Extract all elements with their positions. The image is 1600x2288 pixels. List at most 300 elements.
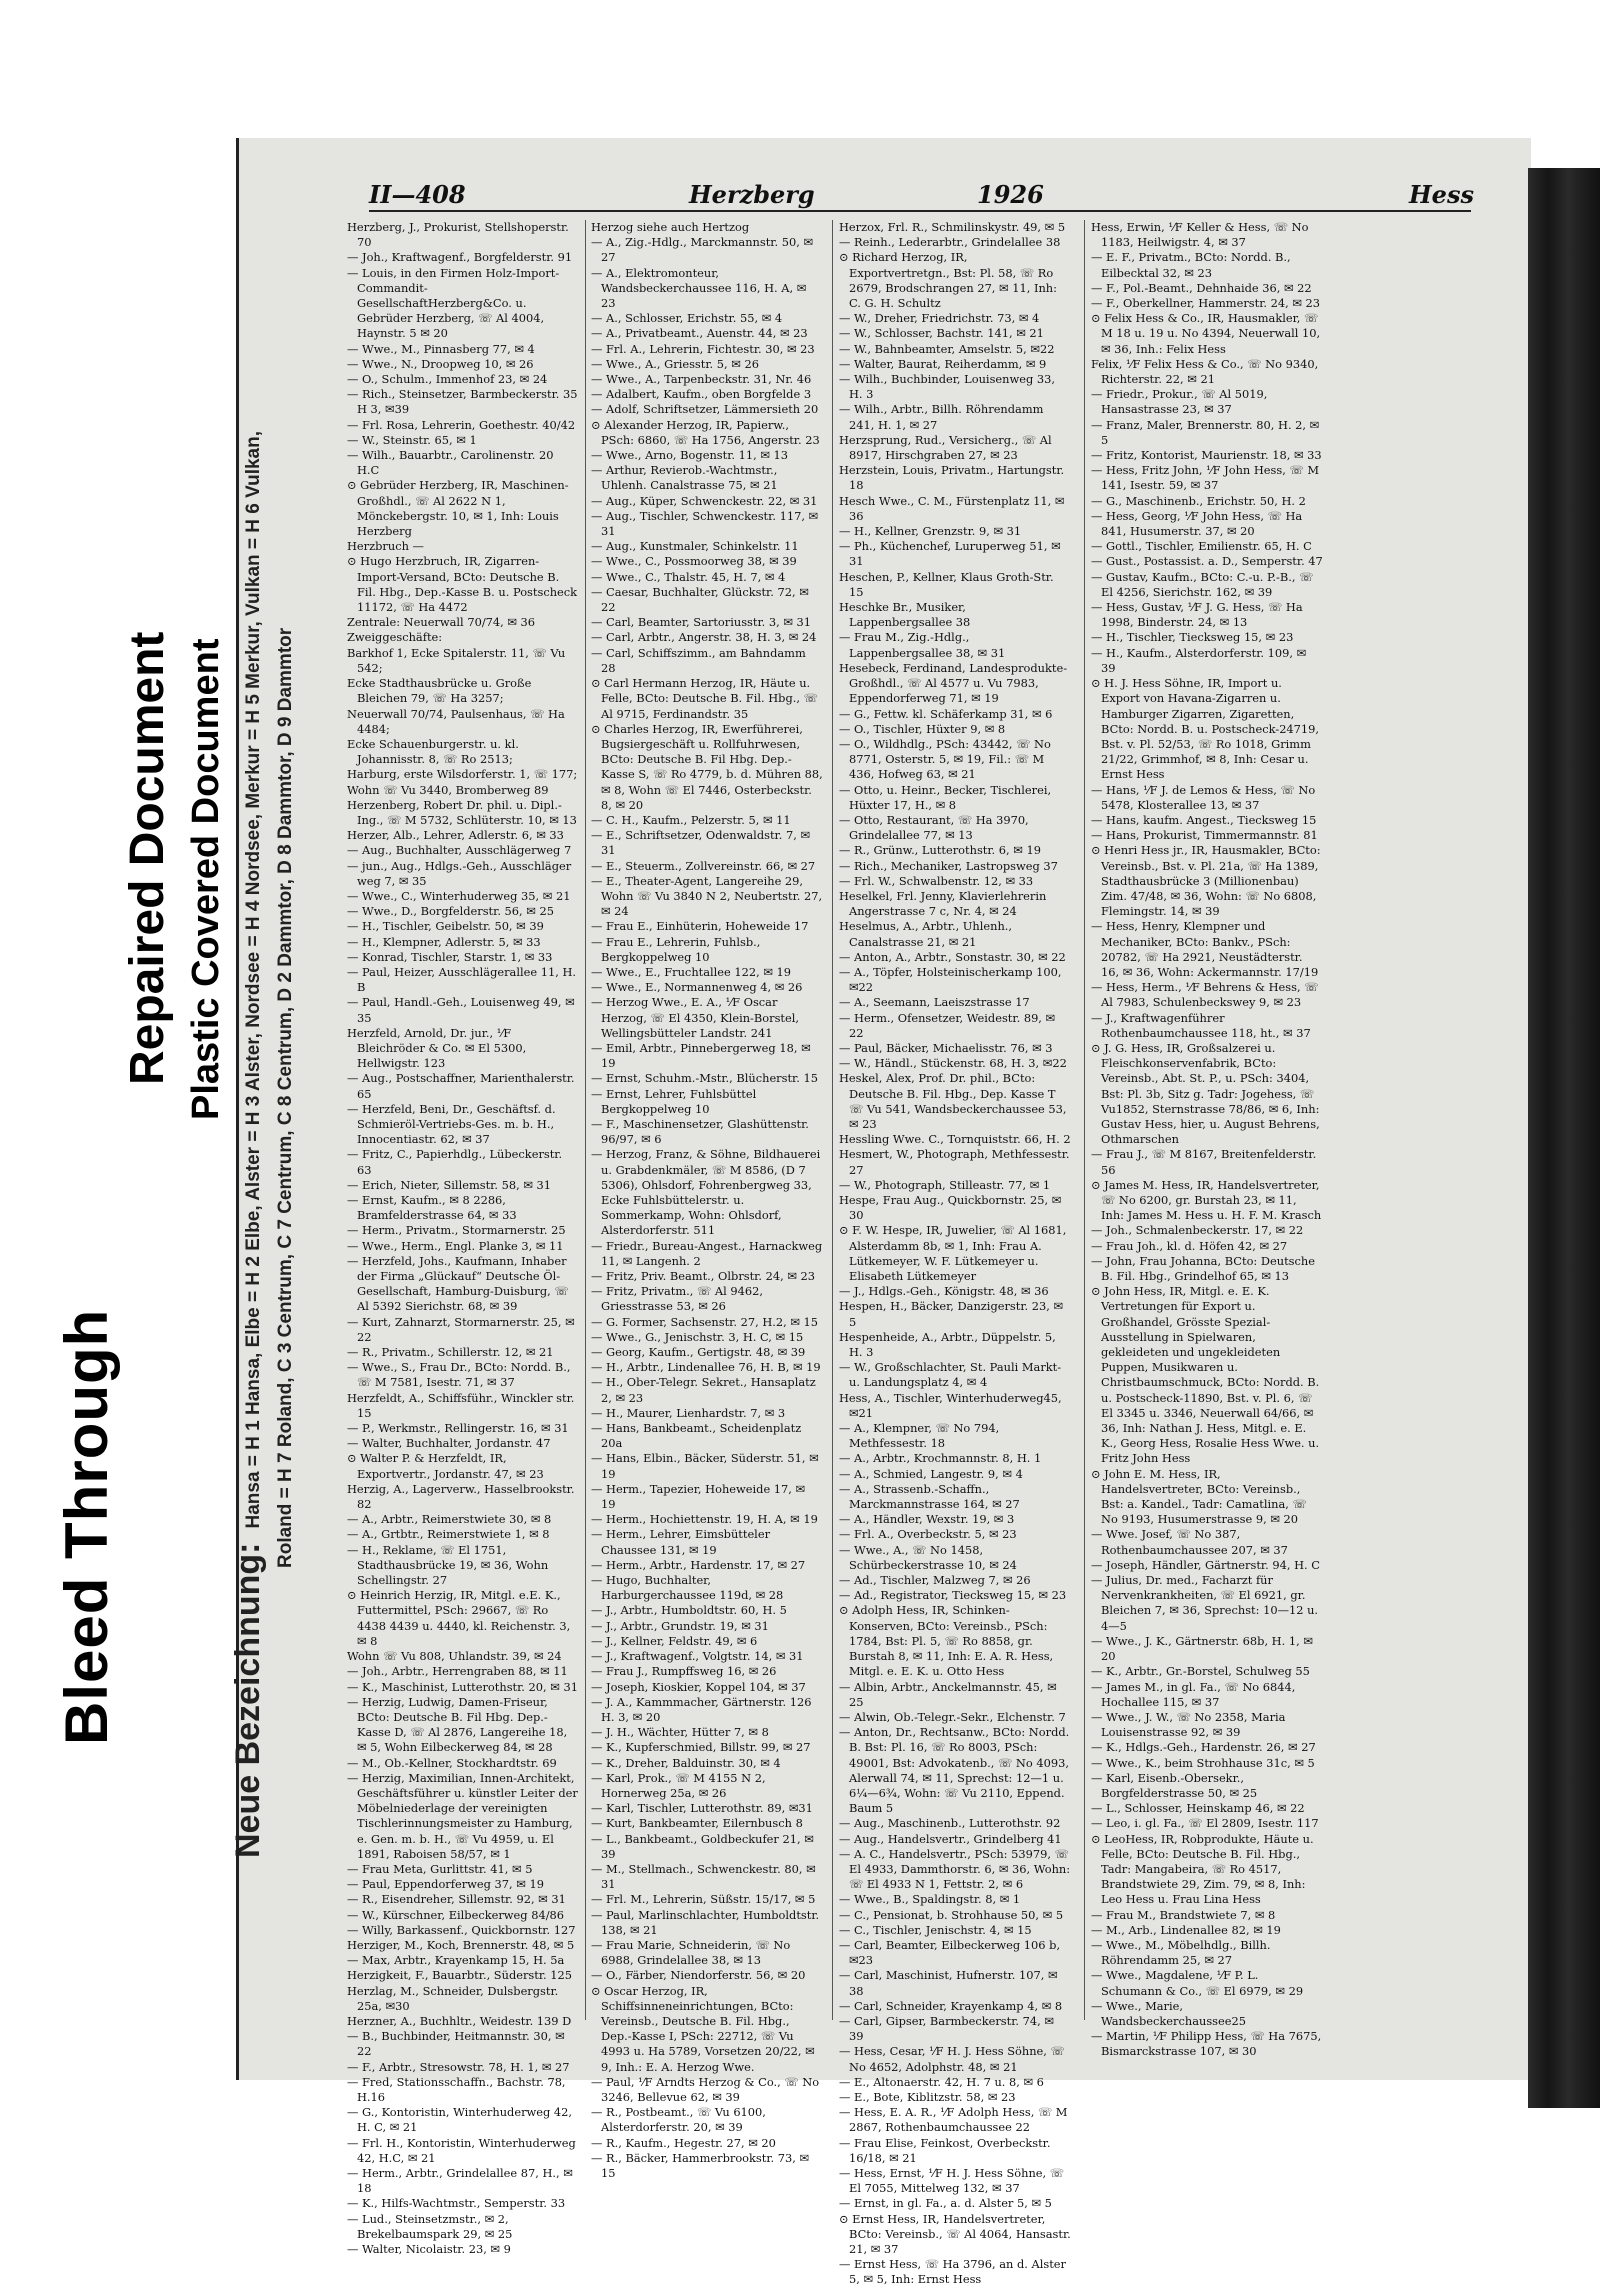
directory-entry: — Hess, Fritz John, ⅟F John Hess, ☏ M 141, Isestr. 59, ✉ 37 xyxy=(1091,463,1319,493)
directory-entry: ⊙ Hugo Herzbruch, IR, Zigarren-Import-Versand, BCto: Deutsche B. Fil. Hbg., Dep.-Kasse B. u. Postscheck 11172, ☏ Ha 4472 xyxy=(347,554,578,615)
directory-entry: — O., Tischler, Hüxter 9, ✉ 8 xyxy=(839,721,1006,736)
directory-entry: — Frau E., Lehrerin, Fuhlsb., Bergkoppelweg 10 xyxy=(591,934,761,964)
directory-entry: Neuerwall 70/74, Paulsenhaus, ☏ Ha 4484; xyxy=(347,706,565,736)
directory-entry: — Wwe., J. K., Gärtnerstr. 68b, H. 1, ✉ 20 xyxy=(1091,1633,1313,1664)
directory-entry: — Ernst, Lehrer, Fuhlsbüttel Bergkoppelweg 10 xyxy=(591,1086,757,1116)
directory-entry: — J. H., Wächter, Hütter 7, ✉ 8 xyxy=(591,1725,769,1740)
directory-entry: — Frau Elise, Feinkost, Overbeckstr. 16/18, ✉ 21 xyxy=(839,2135,1051,2165)
directory-entry: — Aug., Tischler, Schwenckestr. 117, ✉31 xyxy=(591,508,819,539)
directory-entry: ⊙ Gebrüder Herzberg, IR, Maschinen-Großhdl., ☏ Al 2622 N 1, Mönckebergstr. 10, ✉ 1, Inh: Louis Herzberg xyxy=(347,478,569,539)
directory-entry: — Hess, Herm., ⅟F Behrens & Hess, ☏ Al 7983, Schulenbeckswey 9, ✉ 23 xyxy=(1091,980,1319,1010)
directory-entry: — Herm., Arbtr., Hardenstr. 17, ✉ 27 xyxy=(591,1557,806,1572)
directory-entry: — Ph., Küchenchef, Luruperweg 51, ✉31 xyxy=(839,539,1061,569)
directory-entry: — Hans, Prokurist, Timmermannstr. 81 xyxy=(1091,828,1318,843)
directory-entry: — L., Schlosser, Heinskamp 46, ✉ 22 xyxy=(1091,1801,1305,1816)
directory-entry: — Karl, Tischler, Lutterothstr. 89, ✉31 xyxy=(591,1801,813,1816)
directory-entry: — Walter, Buchhalter, Jordanstr. 47 xyxy=(347,1436,551,1451)
directory-entry: — J., Kraftwagenführer Rothenbaumchaussee 118, ht., ✉ 37 xyxy=(1091,1010,1311,1040)
directory-entry: — Wwe., C., Thalstr. 45, H. 7, ✉ 4 xyxy=(591,569,786,584)
directory-entry: — K., Arbtr., Gr.-Borstel, Schulweg 55 xyxy=(1091,1664,1310,1679)
directory-entry: — J., Hdlgs.-Geh., Königstr. 48, ✉ 36 xyxy=(839,1284,1049,1299)
directory-entry: ⊙ Henri Hess jr., IR, Hausmakler, BCto: Vereinsb., Bst. v. Pl. 21a, ☏ Ha 1389, Stadthausbrücke 3 (Millionenbau) Zim. 47/48, ✉ 36, Wohn: ☏ No 6808, Flemingstr. 14, ✉ 39 xyxy=(1091,843,1321,919)
directory-entry: — Hans, ⅟F J. de Lemos & Hess, ☏ No 5478, Klosterallee 13, ✉ 37 xyxy=(1091,782,1316,812)
directory-entry: Hess, Erwin, ⅟F Keller & Hess, ☏ No 1183, Heilwigstr. 4, ✉ 37 xyxy=(1091,220,1309,250)
directory-entry: Herzigkeit, F., Bauarbtr., Süderstr. 125 xyxy=(347,1968,573,1983)
header-right-word: Hess xyxy=(1409,180,1474,209)
directory-entry: — Joh., Kraftwagenf., Borgfelderstr. 91 xyxy=(347,250,573,265)
directory-entry: Hessling Wwe. C., Tornquiststr. 66, H. 2 xyxy=(839,1132,1071,1147)
directory-entry: — Frl. H., Kontoristin, Winterhuderweg 42, H.C, ✉ 21 xyxy=(347,2135,576,2165)
directory-entry: — J., Arbtr., Grundstr. 19, ✉ 31 xyxy=(591,1618,769,1633)
legend-line-1: Hansa = H 1 Hansa, Elbe = H 2 Elbe, Alster = H 3 Alster, Nordsee = H 4 Nordsee, Merkur = H 5 Merkur, Vulkan = H 6 Vulkan, xyxy=(243,430,264,1529)
directory-entry: — R., Postbeamt., ☏ Vu 6100, Alsterdorferstr. 20, ✉ 39 xyxy=(591,2105,766,2135)
directory-entry: — Wwe. Josef, ☏ No 387, Rothenbaumchaussee 207, ✉ 37 xyxy=(1091,1527,1288,1557)
directory-entry: — Herm., Hochiettenstr. 19, H. A, ✉ 19 xyxy=(591,1512,818,1527)
telephone-exchange-legend xyxy=(229,430,302,1858)
directory-entry: — Wwe., G., Jenischstr. 3, H. C, ✉ 15 xyxy=(591,1329,804,1344)
page-header xyxy=(369,180,1474,212)
directory-entry: — Herzfeld, Beni, Dr., Geschäftsf. d. Schmieröl-Vertriebs-Ges. m. b. H., Innocentiastr. 62, ✉ 37 xyxy=(347,1101,556,1147)
directory-entry: — Carl, Schiffszimm., am Bahndamm 28 xyxy=(591,645,806,675)
header-year: 1926 xyxy=(977,180,1044,209)
directory-entry: — Herzfeld, Johs., Kaufmann, Inhaber der Firma „Glückauf“ Deutsche Öl-Gesellschaft, Hamburg-Duisburg, ☏ Al 5392 Sierichstr. 68, ✉ 39 xyxy=(347,1253,569,1314)
directory-entry: — Wwe., A., Griesstr. 5, ✉ 26 xyxy=(591,356,759,371)
directory-entry: — Kurt, Zahnarzt, Stormarnerstr. 25, ✉ 22 xyxy=(347,1314,575,1344)
directory-entry: — Frau M., Zig.-Hdlg., Lappenbergsallee 38, ✉ 31 xyxy=(839,630,1006,660)
directory-entry: — L., Bankbeamt., Goldbeckufer 21, ✉ 39 xyxy=(591,1831,814,1861)
directory-entry: — Hess, Ernst, ⅟F H. J. Hess Söhne, ☏ El 7055, Mittelweg 132, ✉ 37 xyxy=(839,2166,1065,2196)
directory-entry: — Anton, Dr., Rechtsanw., BCto: Nordd. B. Bst: Pl. 16, ☏ Ro 8003, PSch: 49001, Bst: Advokatenb., ☏ No 4093, Alerwall 74, ✉ 11, Sprechst: 12—1 u. 6¼—6¾, Wohn: ☏ Vu 2110, Eppend. Baum 5 xyxy=(839,1725,1070,1816)
directory-entry: — Paul, Bäcker, Michaelisstr. 76, ✉ 3 xyxy=(839,1040,1053,1055)
directory-entry: — Herzog, Franz, & Söhne, Bildhauerei u. Grabdenkmäler, ☏ M 8586, (D 7 5306), Ohlsdorf, Fohrenbergweg 33, Ecke Fuhlsbüttelerstr. u. Sommerkamp, Wohn: Ohlsdorf, Alsterdorferstr. 511 xyxy=(591,1147,821,1238)
directory-entry: — Carl, Gipser, Barmbeckerstr. 74, ✉ 39 xyxy=(839,2013,1054,2044)
directory-entry: — F., Oberkellner, Hammerstr. 24, ✉ 23 xyxy=(1091,296,1321,311)
directory-entry: — W., Steinstr. 65, ✉ 1 xyxy=(347,432,477,447)
directory-entry: — Otto, u. Heinr., Becker, Tischlerei, Hüxter 17, H., ✉ 8 xyxy=(839,782,1052,812)
directory-column-3 xyxy=(839,220,1071,2287)
directory-entry: Ecke Schauenburgerstr. u. kl. Johannisstr. 8, ☏ Ro 2513; xyxy=(347,736,519,767)
directory-entry: ⊙ Carl Hermann Herzog, IR, Häute u. Felle, BCto: Deutsche B. Fil. Hbg., ☏ Al 9715, Ferdinandstr. 35 xyxy=(591,676,818,721)
directory-entry: ⊙ LeoHess, IR, Robprodukte, Häute u. Felle, BCto: Deutsche B. Fil. Hbg., Tadr: Mangabeira, ☏ Ro 4517, Brandstwiete 29, Zim. 79, ✉ 8, Inh: Leo Hess u. Frau Lina Hess xyxy=(1091,1831,1314,1907)
directory-entry: — Wilh., Bauarbtr., Carolinenstr. 20 H.C xyxy=(347,448,554,478)
directory-entry: — O., Färber, Niendorferstr. 56, ✉ 20 xyxy=(591,1968,806,1983)
directory-entry: ⊙ Adolph Hess, IR, Schinken-Konserven, BCto: Vereinsb., PSch: 1784, Bst: Pl. 5, ☏ Ro 8858, gr. Burstah 8, ✉ 11, Inh: E. A. R. Hess, Mitgl. e. E. K. u. Otto Hess xyxy=(839,1603,1054,1679)
directory-entry: — Fritz, Priv. Beamt., Olbrstr. 24, ✉ 23 xyxy=(591,1269,816,1284)
directory-entry: — C., Pensionat, b. Strohhause 50, ✉ 5 xyxy=(839,1907,1064,1922)
directory-entry: — Friedr., Bureau-Angest., Harnackweg 11, ✉ Langenh. 2 xyxy=(591,1238,823,1268)
directory-entry: — A., Strassenb.-Schaffn., Marckmannstrasse 164, ✉ 27 xyxy=(839,1481,1020,1512)
directory-entry: — Wilh., Arbtr., Billh. Röhrendamm 241, H. 1, ✉ 27 xyxy=(839,402,1044,432)
directory-entry: — Wwe., E., Fruchtallee 122, ✉ 19 xyxy=(591,964,792,979)
directory-entry: — A., Arbtr., Krochmannstr. 8, H. 1 xyxy=(839,1451,1042,1466)
directory-entry: — Frl. Rosa, Lehrerin, Goethestr. 40/42 xyxy=(347,417,576,432)
directory-entry: — Ernst, Schuhm.-Mstr., Blücherstr. 15 xyxy=(591,1071,818,1086)
directory-entry: — Frl. A., Lehrerin, Fichtestr. 30, ✉ 23 xyxy=(591,341,815,356)
directory-column-4 xyxy=(1091,220,1323,2059)
directory-entry: Heselkel, Frl. Jenny, Klavierlehrerin Angerstrasse 7 c, Nr. 4, ✉ 24 xyxy=(839,888,1047,919)
directory-entry: — Wwe., A., Tarpenbeckstr. 31, Nr. 46 xyxy=(591,372,812,387)
directory-entry: — Frau J., ☏ M 8167, Breitenfelderstr. 56 xyxy=(1091,1147,1317,1177)
directory-entry: — K., Kupferschmied, Billstr. 99, ✉ 27 xyxy=(591,1740,811,1755)
directory-entry: Hess, A., Tischler, Winterhuderweg45, ✉21 xyxy=(839,1390,1062,1420)
directory-entry: Barkhof 1, Ecke Spitalerstr. 11, ☏ Vu 542; xyxy=(347,645,566,675)
page-number: II—408 xyxy=(369,180,466,209)
directory-entry: — H., Klempner, Adlerstr. 5, ✉ 33 xyxy=(347,934,541,949)
directory-entry: ⊙ Ernst Hess, IR, Handelsvertreter, BCto: Vereinsb., ☏ Al 4064, Hansastr. 21, ✉ 37 xyxy=(839,2211,1071,2257)
column-divider xyxy=(832,220,833,2020)
directory-entry: ⊙ Oscar Herzog, IR, Schiffsinneneinrichtungen, BCto: Vereinsb., Deutsche B. Fil. Hbg., Dep.-Kasse I, PSch: 22712, ☏ Vu 4993 u. Ha 5789, Vorsetzen 20/22, ✉ 9, Inh.: E. A. Herzog Wwe. xyxy=(591,1983,815,2074)
directory-entry: Hespen, H., Bäcker, Danzigerstr. 23, ✉ 5 xyxy=(839,1299,1064,1329)
directory-entry: ⊙ Charles Herzog, IR, Ewerführerei, Bugsiergeschäft u. Rollfuhrwesen, BCto: Deutsche B. Fil Hbg. Dep.-Kasse S, ☏ Ro 4779, b. d. Mühren 88, ✉ 8, Wohn ☏ El 7446, Osterbeckstr. 8, ✉ 20 xyxy=(591,721,823,812)
directory-entry: ⊙ Walter P. & Herzfeldt, IR, Exportvertr., Jordanstr. 47, ✉ 23 xyxy=(347,1451,544,1481)
directory-entry: — Fritz, Kontorist, Maurienstr. 18, ✉ 33 xyxy=(1091,448,1322,463)
directory-entry: — Wwe., C., Possmoorweg 38, ✉ 39 xyxy=(591,554,797,569)
directory-entry: Zweiggeschäfte: xyxy=(347,630,443,645)
directory-entry: — A., Schmied, Langestr. 9, ✉ 4 xyxy=(839,1466,1023,1481)
directory-entry: — Arthur, Revierob.-Wachtmstr., Uhlenh. Canalstrasse 75, ✉ 21 xyxy=(591,463,778,493)
legend-line-2: Roland = H 7 Roland, C 3 Centrum, C 7 Centrum, C 8 Centrum, D 2 Dammtor, D 8 Dammtor, D 9 Dammtor xyxy=(275,627,296,1568)
directory-entry: — Aug., Postschaffner, Marienthalerstr. 65 xyxy=(347,1071,575,1101)
directory-entry: — Otto, Restaurant, ☏ Ha 3970, Grindelallee 77, ✉ 13 xyxy=(839,812,1029,843)
directory-entry: — G., Kontoristin, Winterhuderweg 42, H. C, ✉ 21 xyxy=(347,2105,573,2135)
directory-entry: — P., Werkmstr., Rellingerstr. 16, ✉ 31 xyxy=(347,1421,569,1436)
directory-entry: — Adolf, Schriftsetzer, Lämmersieth 20 xyxy=(591,402,819,417)
directory-entry: — R., Grünw., Lutterothstr. 6, ✉ 19 xyxy=(839,843,1041,858)
directory-entry: — Kurt, Bankbeamter, Eilernbusch 8 xyxy=(591,1816,803,1831)
directory-entry: — Carl, Arbtr., Angerstr. 38, H. 3, ✉ 24 xyxy=(591,630,817,645)
directory-entry: — F., Pol.-Beamt., Dehnhaide 36, ✉ 22 xyxy=(1091,280,1312,295)
directory-entry: — Gust., Postassist. a. D., Semperstr. 47 xyxy=(1091,554,1323,569)
directory-entry: — Leo, i. gl. Fa., ☏ El 2809, Isestr. 117 xyxy=(1091,1816,1319,1831)
plastic-covered-annotation: Plastic Covered Document xyxy=(185,638,227,1120)
directory-entry: ⊙ H. J. Hess Söhne, IR, Import u. Export von Havana-Zigarren u. Hamburger Zigarren, Zigaretten, BCto: Nordd. B. u. Postscheck-24719, Bst. v. Pl. 52/53, ☏ Ro 1018, Grimm 21/22, Grimmhof, ✉ 8, Inh: Cesar u. Ernst Hess xyxy=(1091,676,1320,782)
directory-entry: — A., Grtbtr., Reimerstwiete 1, ✉ 8 xyxy=(347,1527,550,1542)
directory-entry: — Hess, E. A. R., ⅟F Adolph Hess, ☏ M 2867, Rothenbaumchaussee 22 xyxy=(839,2105,1068,2135)
directory-entry: — Hess, Gustav, ⅟F J. G. Hess, ☏ Ha 1998, Binderstr. 24, ✉ 13 xyxy=(1091,600,1303,630)
directory-entry: — Friedr., Prokur., ☏ Al 5019, Hansastrasse 23, ✉ 37 xyxy=(1091,387,1268,417)
directory-entry: — Konrad, Tischler, Starstr. 1, ✉ 33 xyxy=(347,949,553,964)
directory-entry: — Fritz, Privatm., ☏ Al 9462, Griesstrasse 53, ✉ 26 xyxy=(591,1284,764,1314)
directory-entry: — G., Maschinenb., Erichstr. 50, H. 2 xyxy=(1091,493,1306,508)
directory-entry: — Hess, Henry, Klempner und Mechaniker, BCto: Bankv., PSch: 20782, ☏ Ha 2921, Neustädterstr. 16, ✉ 36, Wohn: Ackermannstr. 17/19 xyxy=(1091,919,1319,979)
directory-entry: — W., Bahnbeamter, Amselstr. 5, ✉22 xyxy=(839,341,1055,356)
directory-entry: — Frau M., Brandstwiete 7, ✉ 8 xyxy=(1091,1907,1276,1922)
directory-entry: — Herm., Ofensetzer, Weidestr. 89, ✉ 22 xyxy=(839,1010,1056,1040)
directory-entry: — A., Seemann, Laeiszstrasse 17 xyxy=(839,995,1030,1010)
directory-entry: — H., Kaufm., Alsterdorferstr. 109, ✉ 39 xyxy=(1091,645,1307,675)
directory-entry: — Frl. M., Lehrerin, Süßstr. 15/17, ✉ 5 xyxy=(591,1892,816,1907)
directory-entry: Heschen, P., Kellner, Klaus Groth-Str. 15 xyxy=(839,569,1054,599)
directory-entry: Hespenheide, A., Arbtr., Düppelstr. 5, H. 3 xyxy=(839,1329,1056,1360)
directory-entry: — K., Dreher, Balduinstr. 30, ✉ 4 xyxy=(591,1755,781,1770)
directory-entry: — Wwe., K., beim Strohhause 31c, ✉ 5 xyxy=(1091,1755,1315,1770)
directory-entry: — James M., in gl. Fa., ☏ No 6844, Hochallee 115, ✉ 37 xyxy=(1091,1679,1296,1709)
directory-entry: — K., Maschinist, Lutterothstr. 20, ✉ 31 xyxy=(347,1679,578,1694)
directory-entry: — Walter, Baurat, Reiherdamm, ✉ 9 xyxy=(839,356,1047,371)
scan-dark-edge xyxy=(1528,168,1600,2108)
directory-entry: — G., Fettw. kl. Schäferkamp 31, ✉ 6 xyxy=(839,706,1053,721)
directory-entry: Wohn ☏ Vu 808, Uhlandstr. 39, ✉ 24 xyxy=(347,1649,562,1664)
directory-entry: — Paul, Heizer, Ausschlägerallee 11, H. B xyxy=(347,964,577,995)
header-left-word: Herzberg xyxy=(689,180,815,209)
directory-entry: — W., Kürschner, Eilbeckerweg 84/86 xyxy=(347,1907,565,1922)
directory-entry: — E., Steuerm., Zollvereinstr. 66, ✉ 27 xyxy=(591,858,816,873)
directory-entry: — John, Frau Johanna, BCto: Deutsche B. Fil. Hbg., Grindelhof 65, ✉ 13 xyxy=(1091,1253,1315,1284)
directory-entry: Ecke Stadthausbrücke u. Große Bleichen 79, ☏ Ha 3257; xyxy=(347,676,532,706)
column-divider xyxy=(1084,220,1085,2020)
directory-entry: — R., Eisendreher, Sillemstr. 92, ✉ 31 xyxy=(347,1892,566,1907)
directory-entry: — O., Schulm., Immenhof 23, ✉ 24 xyxy=(347,372,548,387)
directory-entry: — K., Hdlgs.-Geh., Hardenstr. 26, ✉ 27 xyxy=(1091,1740,1316,1755)
directory-entry: — H., Reklame, ☏ El 1751, Stadthausbrücke 19, ✉ 36, Wohn Schellingstr. 27 xyxy=(347,1542,549,1588)
directory-entry: — Emil, Arbtr., Pinnebergerweg 18, ✉19 xyxy=(591,1040,811,1071)
directory-page-scan xyxy=(229,138,1531,2287)
directory-entry: — Aug., Küper, Schwenckestr. 22, ✉ 31 xyxy=(591,493,818,508)
directory-entry: — W., Schlosser, Bachstr. 141, ✉ 21 xyxy=(839,326,1044,341)
directory-entry: Hesmert, W., Photograph, Methfessestr. 27 xyxy=(839,1147,1070,1177)
repaired-document-annotation: Repaired Document xyxy=(121,631,174,1085)
directory-entry: — Paul, Marlinschlachter, Humboldtstr. 138, ✉ 21 xyxy=(591,1907,820,1937)
directory-entry: — F., Arbtr., Stresowstr. 78, H. 1, ✉ 27 xyxy=(347,2059,570,2074)
directory-entry: — Joh., Arbtr., Herrengraben 88, ✉ 11 xyxy=(347,1664,568,1679)
directory-entry: Harburg, erste Wilsdorferstr. 1, ☏ 177; xyxy=(347,767,578,782)
directory-entry: — Paul, Eppendorferweg 37, ✉ 19 xyxy=(347,1877,544,1892)
directory-entry: — A. C., Handelsvertr., PSch: 53979, ☏ El 4933, Dammthorstr. 6, ✉ 36, Wohn: ☏ El 4933 N 1, Fettstr. 2, ✉ 6 xyxy=(839,1846,1071,1892)
directory-entry: — W., Händl., Stückenstr. 68, H. 3, ✉22 xyxy=(839,1056,1067,1071)
directory-entry: ⊙ John Hess, IR, Mitgl. e. E. K. Vertretungen für Export u. Großhandel, Grösste Spezial-Ausstellung in Spielwaren, gekleideten und ungekleideten Puppen, Musikwaren u. Christbaumschmuck, BCto: Nordd. B. u. Postscheck-11890, Bst. v. Pl. 6, ☏ El 3345 u. 3346, Neuerwall 64/66, ✉ 36, Inh: Nathan J. Hess, Mitgl. e. E. K., Georg Hess, Rosalie Hess Wwe. u. Fritz John Hess xyxy=(1091,1284,1320,1466)
directory-entry: — Ernst, in gl. Fa., a. d. Alster 5, ✉ 5 xyxy=(839,2196,1052,2211)
directory-entry: — W., Dreher, Friedrichstr. 73, ✉ 4 xyxy=(839,311,1040,326)
directory-entry: Herzlag, M., Schneider, Dulsbergstr. 25a, ✉30 xyxy=(347,1983,559,2013)
directory-entry: — A., Schlosser, Erichstr. 55, ✉ 4 xyxy=(591,311,783,326)
directory-entry: — Aug., Buchhalter, Ausschlägerweg 7 xyxy=(347,843,572,858)
directory-entry: — K., Hilfs-Wachtmstr., Semperstr. 33 xyxy=(347,2196,566,2211)
directory-entry: — Fred, Stationsschaffn., Bachstr. 78, H.16 xyxy=(347,2074,566,2104)
directory-entry: — R., Privatm., Schillerstr. 12, ✉ 21 xyxy=(347,1345,554,1360)
directory-entry: — Karl, Eisenb.-Obersekr., Borgfelderstrasse 50, ✉ 25 xyxy=(1091,1770,1258,1800)
directory-entry: — Frau Meta, Gurlittstr. 41, ✉ 5 xyxy=(347,1861,533,1876)
directory-entry: — jun., Aug., Hdlgs.-Geh., Ausschläger weg 7, ✉ 35 xyxy=(347,858,572,888)
directory-entry: Heschke Br., Musiker, Lappenbergsallee 38 xyxy=(839,600,971,630)
directory-entry: — Herzig, Maximilian, Innen-Architekt, Geschäftsführer u. künstler Leiter der Möbelniederlage der vereinigten Tischlerinnungsmeister zu Hamburg, e. Gen. m. b. H., ☏ Vu 4959, u. El 1891, Raboisen 58/57, ✉ 1 xyxy=(347,1770,578,1861)
directory-entry: — H., Maurer, Lienhardstr. 7, ✉ 3 xyxy=(591,1405,786,1420)
directory-entry: Zentrale: Neuerwall 70/74, ✉ 36 xyxy=(347,615,536,630)
directory-entry: — F., Maschinensetzer, Glashüttenstr. 96/97, ✉ 6 xyxy=(591,1116,809,1147)
directory-entry: — A., Händler, Wexstr. 19, ✉ 3 xyxy=(839,1512,1015,1527)
directory-entry: — B., Buchbinder, Heitmannstr. 30, ✉ 22 xyxy=(347,2029,565,2059)
directory-entry: — Herzog Wwe., E. A., ⅟F Oscar Herzog, ☏ El 4350, Klein-Borstel, Wellingsbütteler Landstr. 241 xyxy=(591,995,800,1040)
directory-entry: — Frl. A., Overbeckstr. 5, ✉ 23 xyxy=(839,1527,1017,1542)
directory-entry: — Frau J., Rumpffsweg 16, ✉ 26 xyxy=(591,1664,777,1679)
directory-entry: Herzsprung, Rud., Versicherg., ☏ Al 8917, Hirschgraben 27, ✉ 23 xyxy=(839,432,1052,463)
directory-entry: Hesebeck, Ferdinand, Landesprodukte-Großhdl., ☏ Al 4577 u. Vu 7983, Eppendorferweg 71, ✉ 19 xyxy=(839,660,1068,706)
directory-entry: — Wwe., Marie, Wandsbeckerchaussee25 xyxy=(1091,1998,1246,2028)
directory-entry: — H., Tischler, Tiecksweg 15, ✉ 23 xyxy=(1091,630,1294,645)
directory-entry: — Hess, Georg, ⅟F John Hess, ☏ Ha 841, Husumerstr. 37, ✉ 20 xyxy=(1091,508,1303,539)
directory-entry: — Hans, kaufm. Angest., Tiecksweg 15 xyxy=(1091,812,1317,827)
directory-entry: — Wwe., M., Möbelhdlg., Billh. Röhrendamm 25, ✉ 27 xyxy=(1091,1937,1271,1968)
directory-entry: — A., Töpfer, Holsteinischerkamp 100, ✉22 xyxy=(839,964,1062,995)
directory-entry: — C., Tischler, Jenischstr. 4, ✉ 15 xyxy=(839,1922,1032,1937)
directory-entry: — Willy, Barkassenf., Quickbornstr. 127 xyxy=(347,1922,576,1937)
directory-entry: — A., Elektromonteur, Wandsbeckerchaussee 116, H. A, ✉ 23 xyxy=(591,265,807,311)
directory-entry: — Max, Arbtr., Krayenkamp 15, H. 5a xyxy=(347,1953,565,1968)
directory-entry: — W., Photograph, Stilleastr. 77, ✉ 1 xyxy=(839,1177,1051,1192)
directory-entry: — Hans, Elbin., Bäcker, Süderstr. 51, ✉ 19 xyxy=(591,1451,819,1481)
directory-entry: Herzner, A., Buchhltr., Weidestr. 139 D xyxy=(347,2013,572,2028)
directory-entry: — J. A., Kammmacher, Gärtnerstr. 126 H. 3, ✉ 20 xyxy=(591,1694,812,1724)
directory-entry: — Reinh., Lederarbtr., Grindelallee 38 xyxy=(839,235,1061,250)
directory-entry: — Hess, Cesar, ⅟F H. J. Hess Söhne, ☏ No 4652, Adolphstr. 48, ✉ 21 xyxy=(839,2044,1065,2074)
directory-entry: Herzberg, J., Prokurist, Stellshoperstr. 70 xyxy=(347,220,569,250)
directory-entry: — Paul, ⅟F Arndts Herzog & Co., ☏ No 3246, Bellevue 62, ✉ 39 xyxy=(591,2074,820,2104)
directory-entry: — Lud., Steinsetzmstr., ✉ 2, Brekelbaumspark 29, ✉ 25 xyxy=(347,2211,513,2241)
directory-entry: — Wwe., B., Spaldingstr. 8, ✉ 1 xyxy=(839,1892,1021,1907)
directory-entry: — E. F., Privatm., BCto: Nordd. B., Eilbecktal 32, ✉ 23 xyxy=(1091,250,1291,280)
directory-entry: — Ad., Registrator, Tiecksweg 15, ✉ 23 xyxy=(839,1588,1067,1603)
directory-entry: — Carl, Schneider, Krayenkamp 4, ✉ 8 xyxy=(839,1998,1063,2013)
directory-entry: Herzfeldt, A., Schiffsführ., Winckler str. 15 xyxy=(347,1390,575,1420)
directory-entry: — Aug., Maschinenb., Lutterothstr. 92 xyxy=(839,1816,1061,1831)
directory-entry: — A., Klempner, ☏ No 794, Methfessestr. 18 xyxy=(839,1421,1000,1451)
directory-entry: — H., Ober-Telegr. Sekret., Hansaplatz 2, ✉ 23 xyxy=(591,1375,816,1405)
directory-entry: — Carl, Maschinist, Hufnerstr. 107, ✉ 38 xyxy=(839,1968,1058,1998)
directory-entry: — Ernst, Kaufm., ✉ 8 2286, Bramfelderstrasse 64, ✉ 33 xyxy=(347,1193,517,1223)
directory-entry: — Wwe., S., Frau Dr., BCto: Nordd. B., ☏ M 7581, Isestr. 71, ✉ 37 xyxy=(347,1360,571,1390)
directory-entry: — Wilh., Buchbinder, Louisenweg 33, H. 3 xyxy=(839,372,1056,402)
directory-entry: — Frau Marie, Schneiderin, ☏ No 6988, Grindelallee 38, ✉ 13 xyxy=(591,1937,791,1968)
directory-column-2 xyxy=(591,220,823,2180)
directory-entry: — Georg, Kaufm., Gertigstr. 48, ✉ 39 xyxy=(591,1345,806,1360)
directory-entry: ⊙ Richard Herzog, IR, Exportvertretgn., Bst: Pl. 58, ☏ Ro 2679, Brodschrangen 27, ✉ 11, Inh: C. G. H. Schultz xyxy=(839,250,1057,311)
directory-entry: — Albin, Arbtr., Anckelmannstr. 45, ✉25 xyxy=(839,1679,1057,1709)
directory-entry: — Ernst Hess, ☏ Ha 3796, an d. Alster 5, ✉ 5, Inh: Ernst Hess xyxy=(839,2257,1066,2287)
directory-entry: — Wwe., A., ☏ No 1458, Schürbeckerstrasse 10, ✉ 24 xyxy=(839,1542,1017,1572)
directory-entry: Herzog siehe auch Hertzog xyxy=(591,220,750,234)
directory-entry: Herzox, Frl. R., Schmilinskystr. 49, ✉ 5 xyxy=(839,220,1066,234)
directory-entry: — E., Bote, Kiblitzstr. 58, ✉ 23 xyxy=(839,2089,1016,2104)
directory-entry: — Herm., Arbtr., Grindelallee 87, H., ✉ 18 xyxy=(347,2166,573,2196)
directory-entry: ⊙ John E. M. Hess, IR, Handelsvertreter, BCto: Vereinsb., Bst: a. Kandel., Tadr: Camatlina, ☏ No 9193, Husumerstrasse 9, ✉ 20 xyxy=(1091,1466,1307,1527)
directory-entry: — Aug., Kunstmaler, Schinkelstr. 11 xyxy=(591,539,799,554)
directory-entry: — Wwe., N., Droopweg 10, ✉ 26 xyxy=(347,356,534,371)
directory-entry: — Herm., Privatm., Stormarnerstr. 25 xyxy=(347,1223,566,1238)
directory-entry: — Wwe., C., Winterhuderweg 35, ✉ 21 xyxy=(347,888,571,903)
directory-entry: — M., Ob.-Kellner, Stockhardtstr. 69 xyxy=(347,1755,557,1770)
bleed-through-annotation: Bleed Through xyxy=(53,1308,120,1745)
directory-entry: — R., Kaufm., Hegestr. 27, ✉ 20 xyxy=(591,2135,776,2150)
directory-entry: — Franz, Maler, Brennerstr. 80, H. 2, ✉5 xyxy=(1091,417,1320,447)
directory-entry: — O., Wildhdlg., PSch: 43442, ☏ No 8771, Osterstr. 5, ✉ 19, Fil.: ☏ M 436, Hofweg 63, ✉ 21 xyxy=(839,736,1051,782)
directory-entry: — H., Kellner, Grenzstr. 9, ✉ 31 xyxy=(839,524,1022,539)
directory-entry: Felix, ⅟F Felix Hess & Co., ☏ No 9340, Richterstr. 22, ✉ 21 xyxy=(1091,356,1319,387)
directory-entry: — C. H., Kaufm., Pelzerstr. 5, ✉ 11 xyxy=(591,812,791,827)
directory-entry: ⊙ Heinrich Herzig, IR, Mitgl. e.E. K., Futtermittel, PSch: 29667, ☏ Ro 4438 4439 u. 4440, kl. Reichenstr. 3, ✉ 8 xyxy=(347,1588,571,1648)
directory-entry: — Joseph, Händler, Gärtnerstr. 94, H. C xyxy=(1091,1557,1320,1572)
directory-entry: ⊙ James M. Hess, IR, Handelsvertreter, ☏ No 6200, gr. Burstah 23, ✉ 11, Inh: James M. Hess u. H. F. M. Krasch xyxy=(1091,1177,1322,1223)
directory-entry: — Anton, A., Arbtr., Sonstastr. 30, ✉ 22 xyxy=(839,949,1066,964)
directory-entry: ⊙ Alexander Herzog, IR, Papierw., PSch: 6860, ☏ Ha 1756, Angerstr. 23 xyxy=(591,417,820,447)
directory-entry: — Fritz, C., Papierhdlg., Lübeckerstr. 63 xyxy=(347,1147,563,1177)
directory-entry: — H., Tischler, Geibelstr. 50, ✉ 39 xyxy=(347,919,544,934)
directory-entry: — Walter, Nicolaistr. 23, ✉ 9 xyxy=(347,2242,511,2257)
directory-entry: — Wwe., D., Borgfelderstr. 56, ✉ 25 xyxy=(347,904,554,919)
directory-entry: — H., Arbtr., Lindenallee 76, H. B, ✉ 19 xyxy=(591,1360,821,1375)
directory-entry: — E., Schriftsetzer, Odenwaldstr. 7, ✉ 31 xyxy=(591,828,811,858)
directory-entry: — Frl. W., Schwalbenstr. 12, ✉ 33 xyxy=(839,873,1034,888)
directory-entry: Wohn ☏ Vu 3440, Bromberweg 89 xyxy=(347,782,549,797)
directory-entry: Herzstein, Louis, Privatm., Hartungstr. 18 xyxy=(839,463,1065,493)
directory-entry: — Martin, ⅟F Philipp Hess, ☏ Ha 7675, Bismarckstrasse 107, ✉ 30 xyxy=(1091,2029,1322,2059)
directory-entry: — Wwe., Arno, Bogenstr. 11, ✉ 13 xyxy=(591,448,789,463)
directory-entry: Hesch Wwe., C. M., Fürstenplatz 11, ✉ 36 xyxy=(839,493,1065,523)
directory-entry: — Wwe., E., Normannenweg 4, ✉ 26 xyxy=(591,980,803,995)
directory-entry: — W., Großschlachter, St. Pauli Markt-u. Landungsplatz 4, ✉ 4 xyxy=(839,1360,1062,1390)
directory-entry: — Ad., Tischler, Malzweg 7, ✉ 26 xyxy=(839,1573,1031,1588)
directory-entry: — M., Arb., Lindenallee 82, ✉ 19 xyxy=(1091,1922,1281,1937)
directory-entry: Herzenberg, Robert Dr. phil. u. Dipl.-Ing., ☏ M 5732, Schlüterstr. 10, ✉ 13 xyxy=(347,797,577,827)
directory-entry: — E., Theater-Agent, Langereihe 29, Wohn ☏ Vu 3840 N 2, Neubertstr. 27, ✉ 24 xyxy=(591,873,823,919)
directory-entry: — Aug., Handelsvertr., Grindelberg 41 xyxy=(839,1831,1062,1846)
directory-entry: ⊙ Felix Hess & Co., IR, Hausmakler, ☏ M 18 u. 19 u. No 4394, Neuerwall 10, ✉ 36, Inh.: Felix Hess xyxy=(1091,311,1321,356)
directory-entry: — J., Kraftwagenf., Volgtstr. 14, ✉ 31 xyxy=(591,1649,804,1664)
directory-entry: — Wwe., M., Pinnasberg 77, ✉ 4 xyxy=(347,341,535,356)
directory-entry: — J., Kellner, Feldstr. 49, ✉ 6 xyxy=(591,1633,758,1648)
directory-entry: — A., Arbtr., Reimerstwiete 30, ✉ 8 xyxy=(347,1512,552,1527)
directory-entry: — Frau E., Einhüterin, Hoheweide 17 xyxy=(591,919,809,934)
directory-entry: Herzbruch — xyxy=(347,539,424,554)
directory-entry: Herzig, A., Lagerverw., Hasselbrookstr. 82 xyxy=(347,1481,575,1512)
directory-entry: — Louis, in den Firmen Holz-Import-Commandit-GesellschaftHerzberg&Co. u. Gebrüder Herzberg, ☏ Al 4004, Haynstr. 5 ✉ 20 xyxy=(347,265,560,341)
directory-entry: Heselmus, A., Arbtr., Uhlenh., Canalstrasse 21, ✉ 21 xyxy=(839,919,1013,949)
directory-entry: — Herm., Lehrer, Eimsbütteler Chaussee 131, ✉ 19 xyxy=(591,1527,771,1557)
directory-entry: — Adalbert, Kaufm., oben Borgfelde 3 xyxy=(591,387,812,402)
directory-entry: — Karl, Prok., ☏ M 4155 N 2, Hornerweg 25a, ✉ 26 xyxy=(591,1770,766,1800)
directory-entry: — Carl, Beamter, Eilbeckerweg 106 b, ✉23 xyxy=(839,1937,1061,1968)
directory-entry: — Hugo, Buchhalter, Harburgerchaussee 119d, ✉ 28 xyxy=(591,1573,784,1603)
directory-entry: Herziger, M., Koch, Brennerstr. 48, ✉ 5 xyxy=(347,1937,575,1952)
directory-entry: — Rich., Steinsetzer, Barmbeckerstr. 35 H 3, ✉39 xyxy=(347,387,578,417)
directory-entry: — Gustav, Kaufm., BCto: C.-u. P.-B., ☏ El 4256, Sierichstr. 162, ✉ 39 xyxy=(1091,569,1314,599)
directory-entry: — Hans, Bankbeamt., Scheidenplatz 20a xyxy=(591,1421,802,1451)
directory-entry: — Herm., Tapezier, Hoheweide 17, ✉ 19 xyxy=(591,1481,806,1512)
directory-entry: — Wwe., Magdalene, ⅟F P. L. Schumann & Co., ☏ El 6979, ✉ 29 xyxy=(1091,1968,1304,1998)
directory-entry: — G. Former, Sachsenstr. 27, H.2, ✉ 15 xyxy=(591,1314,819,1329)
directory-entry: — Rich., Mechaniker, Lastropsweg 37 xyxy=(839,858,1058,873)
directory-entry: Herzer, Alb., Lehrer, Adlerstr. 6, ✉ 33 xyxy=(347,828,564,843)
directory-entry: — M., Stellmach., Schwenckestr. 80, ✉31 xyxy=(591,1861,816,1892)
directory-entry: — E., Altonaerstr. 42, H. 7 u. 8, ✉ 6 xyxy=(839,2074,1044,2089)
directory-entry: — J., Arbtr., Humboldtstr. 60, H. 5 xyxy=(591,1603,787,1618)
directory-entry: — Joh., Schmalenbeckerstr. 17, ✉ 22 xyxy=(1091,1223,1304,1238)
directory-entry: Hespe, Frau Aug., Quickbornstr. 25, ✉ 30 xyxy=(839,1193,1062,1223)
directory-entry: ⊙ F. W. Hespe, IR, Juwelier, ☏ Al 1681, Alsterdamm 8b, ✉ 1, Inh: Frau A. Lütkemeyer, W. F. Lütkemeyer u. Elisabeth Lütkemeyer xyxy=(839,1223,1067,1284)
directory-entry: Heskel, Alex, Prof. Dr. phil., BCto: Deutsche B. Fil. Hbg., Dep. Kasse T ☏ Vu 541, Wandsbeckerchaussee 53, ✉ 23 xyxy=(839,1071,1067,1131)
directory-entry: — Carl, Beamter, Sartoriusstr. 3, ✉ 31 xyxy=(591,615,812,630)
directory-entry: — Erich, Nieter, Sillemstr. 58, ✉ 31 xyxy=(347,1177,552,1192)
directory-entry: — Herzig, Ludwig, Damen-Friseur, BCto: Deutsche B. Fil Hbg. Dep.-Kasse D, ☏ Al 2876, Langereihe 18, ✉ 5, Wohn Eilbeckerweg 84, ✉ 28 xyxy=(347,1694,568,1755)
directory-entry: — Gottl., Tischler, Emilienstr. 65, H. C xyxy=(1091,539,1312,554)
directory-entry: — Wwe., J. W., ☏ No 2358, Maria Louisenstrasse 92, ✉ 39 xyxy=(1091,1709,1286,1740)
directory-entry: — Paul, Handl.-Geh., Louisenweg 49, ✉ 35 xyxy=(347,995,575,1025)
legend-label: Neue Bezeichnung: xyxy=(229,1542,267,1858)
directory-entry: — Julius, Dr. med., Facharzt für Nervenkrankheiten, ☏ El 6921, gr. Bleichen 7, ✉ 36, Sprechst: 10—12 u. 4—5 xyxy=(1091,1573,1319,1633)
directory-column-1 xyxy=(347,220,579,2257)
column-divider xyxy=(585,220,586,2020)
directory-entry: ⊙ J. G. Hess, IR, Großsalzerei u. Fleischkonservenfabrik, BCto: Vereinsb., Abt. St. P., u. PSch: 3404, Bst: Pl. 3b, Sitz g. Tadr: Jogehess, ☏ Vu1852, Sternstrasse 78/86, ✉ 6, Inh: Gustav Hess, hier, u. August Behrens, Othmarschen xyxy=(1091,1040,1320,1147)
directory-entry: — A., Privatbeamt., Auenstr. 44, ✉ 23 xyxy=(591,326,808,341)
directory-entry: — Alwin, Ob.-Telegr.-Sekr., Elchenstr. 7 xyxy=(839,1709,1066,1724)
